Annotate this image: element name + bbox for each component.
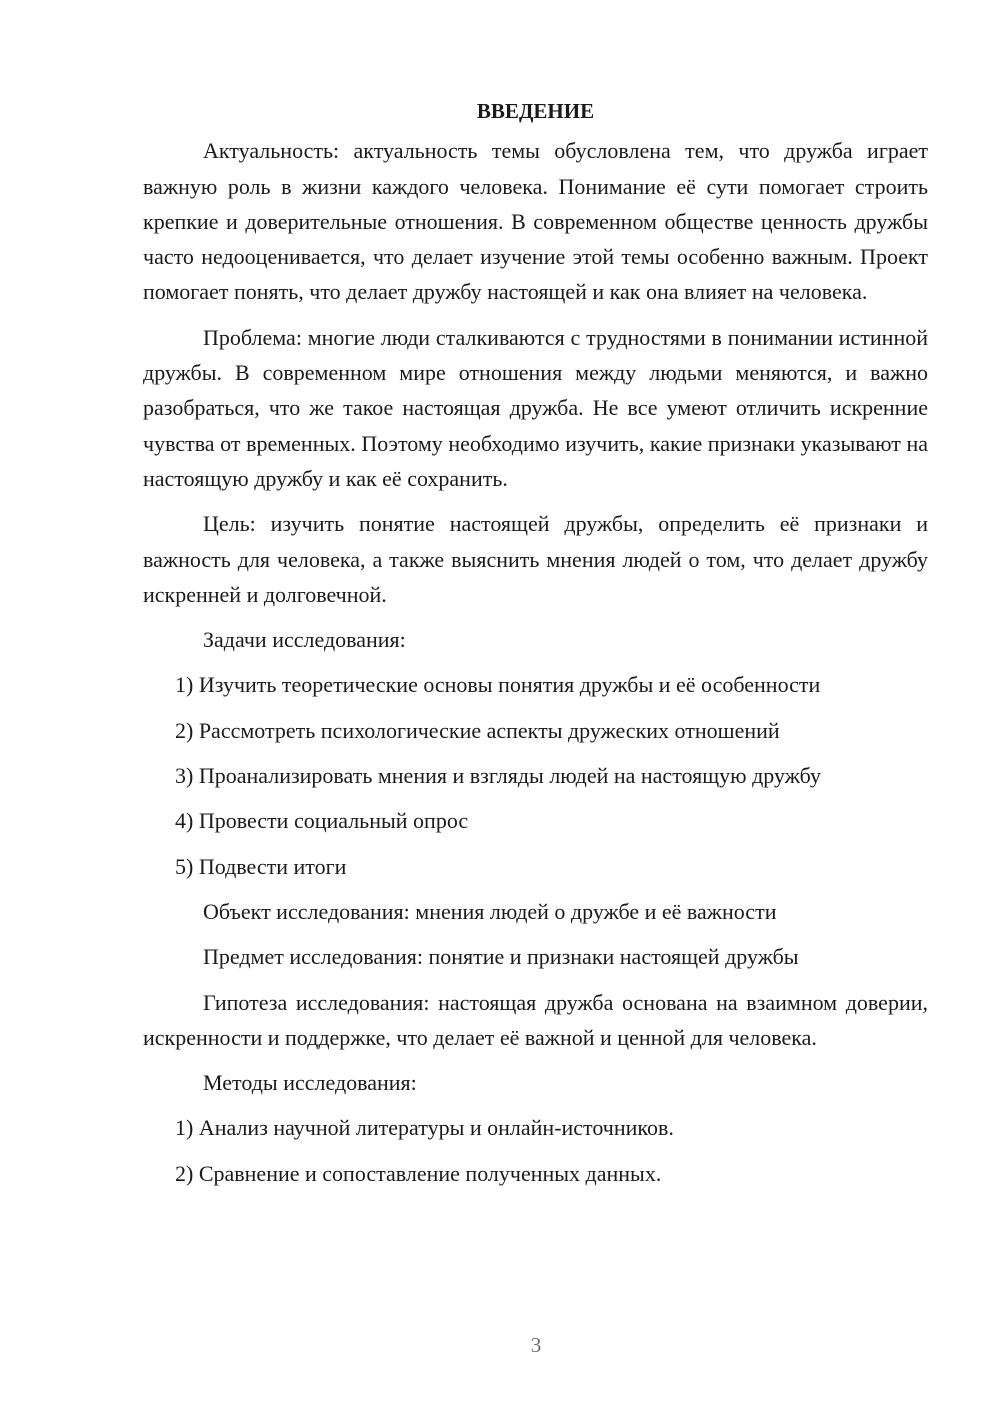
tasks-heading: Задачи исследования: — [203, 627, 406, 653]
task-item-2: 2) Рассмотреть психологические аспекты дружеских отношений — [175, 717, 780, 743]
section-title: ВВЕДЕНИЕ — [476, 99, 595, 123]
research-subject: Предмет исследования: понятие и признаки настоящей дружбы — [203, 944, 799, 970]
page-content — [143, 94, 928, 1201]
hypothesis-paragraph: Гипотеза исследования: настоящая дружба основана на взаимном доверии, искренности и поддержке, что делает её важной и ценной для человека. — [143, 989, 928, 1050]
problem-paragraph: Проблема: многие люди сталкиваются с трудностями в понимании истинной дружбы. В современном мире отношения между людьми меняются, и важно разобраться, что же такое настоящая дружба. Не все умеют отличить искренние чувства от временных. Поэтому необходимо изучить, какие признаки указывают на настоящую дружбу и как её сохранить. — [143, 324, 928, 491]
method-item-2: 2) Сравнение и сопоставление полученных данных. — [175, 1160, 662, 1186]
task-item-1: 1) Изучить теоретические основы понятия дружбы и её особенности — [175, 672, 821, 698]
methods-heading: Методы исследования: — [203, 1070, 417, 1096]
task-item-4: 4) Провести социальный опрос — [175, 808, 469, 834]
goal-paragraph: Цель: изучить понятие настоящей дружбы, определить её признаки и важность для человека, а также выяснить мнения людей о том, что делает дружбу искренней и долговечной. — [143, 511, 928, 607]
relevance-paragraph: Актуальность: актуальность темы обусловлена тем, что дружба играет важную роль в жизни каждого человека. Понимание её сути помогает строить крепкие и доверительные отношения. В современном обществе ценность дружбы часто недооценивается, что делает изучение этой темы особенно важным. Проект помогает понять, что делает дружбу настоящей и как она влияет на человека. — [143, 138, 928, 305]
research-object: Объект исследования: мнения людей о дружбе и её важности — [203, 898, 777, 924]
task-item-5: 5) Подвести итоги — [175, 853, 347, 879]
page-number: 3 — [530, 1333, 542, 1357]
method-item-1: 1) Анализ научной литературы и онлайн-источников. — [175, 1115, 674, 1141]
task-item-3: 3) Проанализировать мнения и взгляды людей на настоящую дружбу — [175, 763, 821, 789]
